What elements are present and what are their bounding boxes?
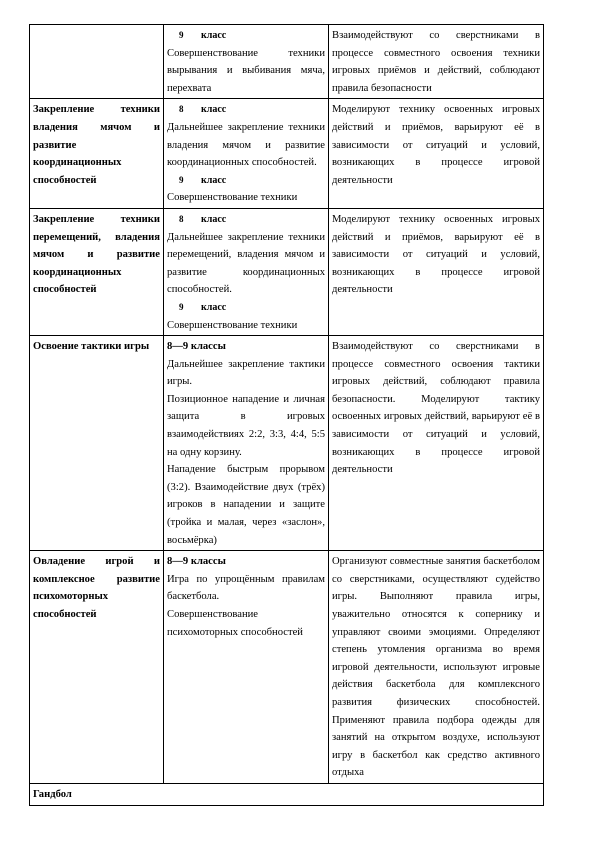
grade-heading <box>167 172 325 190</box>
content-paragraph: Нападение быстрым прорывом (3:2). Взаимодействие двух (трёх) игроков в нападении и защите (тройка и малая, через «заслон», восьмёрка) <box>167 464 325 546</box>
grade-heading <box>167 101 325 119</box>
content-paragraph: Совершенствование техники <box>167 319 298 331</box>
section-title: Гандбол <box>30 783 544 805</box>
activity-cell: Организуют совместные занятия баскетболом со сверстниками, осуществляют судейство игры. Выполняют правила игры, уважительно относятся к сопернику и управляют своими эмоциями. Определяют степень утомления организма во время игровой деятельности, используют игровые действия баскетбола для комплексного развития физических способностей. Применяют правила подбора одежды для занятий на открытом воздухе, используют игру в баскетбол как средство активного отдыха <box>329 551 544 784</box>
topic-cell: Закрепление техники перемещений, владения мячом и развитие координационных способностей <box>30 208 164 335</box>
content-cell <box>164 25 329 99</box>
grade-word: класс <box>201 104 227 116</box>
content-cell <box>164 99 329 209</box>
table-row <box>30 336 544 551</box>
topic-cell <box>30 25 164 99</box>
activity-cell: Моделируют технику освоенных игровых действий и приёмов, варьируют её в зависимости от ситуаций и условий, возникающих в процессе игровой деятельности <box>329 208 544 335</box>
grade-range-heading: 8—9 классы <box>167 556 226 568</box>
content-paragraph: Совершенствование техники вырывания и выбивания мяча, перехвата <box>167 47 325 94</box>
table-body <box>30 25 544 806</box>
table-row <box>30 551 544 784</box>
activity-cell: Взаимодействуют со сверстниками в процессе совместного освоения тактики игровых действий, соблюдают правила безопасности. Моделируют тактику освоенных игровых действий, варьируют её в зависимости от ситуаций и условий, возникающих в процессе игровой деятельности <box>329 336 544 551</box>
table-row <box>30 99 544 209</box>
grade-word: класс <box>201 174 227 186</box>
content-paragraph: Позиционное нападение и личная защита в игровых взаимодействиях 2:2, 3:3, 4:4, 5:5 на одну корзину. <box>167 393 325 458</box>
topic-cell: Закрепление техники владения мячом и развитие координационных способностей <box>30 99 164 209</box>
content-paragraph: Дальнейшее закрепление тактики игры. <box>167 358 325 388</box>
content-cell <box>164 208 329 335</box>
table-row <box>30 208 544 335</box>
content-cell <box>164 551 329 784</box>
grade-number: 9 <box>179 174 184 185</box>
topic-cell: Овладение игрой и комплексное развитие психомоторных способностей <box>30 551 164 784</box>
grade-word: класс <box>201 30 227 41</box>
grade-word: класс <box>201 213 227 225</box>
grade-range-heading: 8—9 классы <box>167 341 226 353</box>
content-cell <box>164 336 329 551</box>
content-paragraph: Дальнейшее закрепление техники перемещений, владения мячом и развитие координационных способностей. <box>167 231 325 296</box>
table-row <box>30 25 544 99</box>
grade-number: 9 <box>179 30 184 40</box>
content-paragraph: Совершенствование психомоторных способностей <box>167 609 303 638</box>
grade-number: 8 <box>179 104 184 115</box>
topic-cell: Освоение тактики игры <box>30 336 164 551</box>
grade-heading <box>167 211 325 229</box>
grade-number: 8 <box>179 213 184 224</box>
activity-cell: Взаимодействуют со сверстниками в процессе совместного освоения техники игровых приёмов и действий, соблюдают правила безопасности <box>329 25 544 99</box>
content-paragraph: Дальнейшее закрепление техники владения мячом и развитие координационных способностей. <box>167 121 325 169</box>
grade-heading <box>167 27 325 45</box>
curriculum-table <box>29 24 544 806</box>
section-row <box>30 783 544 805</box>
grade-word: класс <box>201 301 227 313</box>
content-paragraph: Игра по упрощённым правилам баскетбола. <box>167 573 325 603</box>
grade-heading <box>167 299 325 317</box>
grade-number: 9 <box>179 301 184 312</box>
content-paragraph: Совершенствование техники <box>167 192 298 204</box>
activity-cell: Моделируют технику освоенных игровых действий и приёмов, варьируют её в зависимости от ситуаций и условий, возникающих в процессе игровой деятельности <box>329 99 544 209</box>
